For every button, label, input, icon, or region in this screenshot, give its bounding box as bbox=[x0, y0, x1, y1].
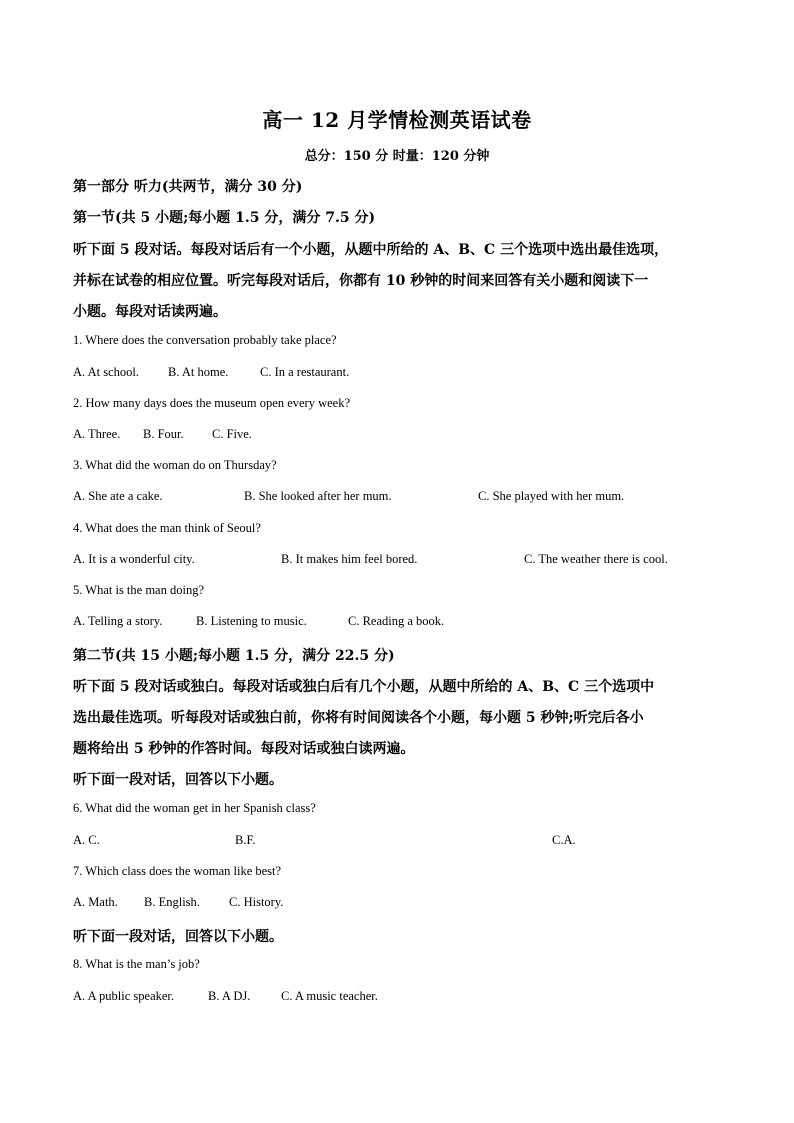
option-b: B. Four. bbox=[143, 427, 184, 441]
option-b: B. It makes him feel bored. bbox=[281, 552, 418, 566]
option-a: A. At school. bbox=[73, 365, 139, 379]
option-b: B.F. bbox=[235, 833, 256, 847]
score-time-info: 总分：150 分 时量：120 分钟 bbox=[304, 149, 490, 164]
option-a: A. A public speaker. bbox=[73, 989, 175, 1003]
option-c: C. The weather there is cool. bbox=[524, 552, 668, 566]
option-a: A. C. bbox=[73, 833, 100, 847]
dialogue-prompt: 听下面一段对话，回答以下小题。 bbox=[73, 929, 283, 945]
dialogue-prompt: 听下面一段对话，回答以下小题。 bbox=[73, 772, 283, 788]
option-b: B. English. bbox=[144, 895, 200, 909]
question-stem: 6. What did the woman get in her Spanish class? bbox=[73, 801, 316, 815]
option-b: B. Listening to music. bbox=[196, 614, 307, 628]
section2-instruction-line: 听下面 5 段对话或独白。每段对话或独白后有几个小题，从题中所给的 A、B、C 三个选项中 bbox=[73, 679, 655, 695]
option-c: C. Reading a book. bbox=[348, 614, 445, 628]
question-stem: 4. What does the man think of Seoul? bbox=[73, 521, 261, 535]
section2-heading: 第二节(共 15 小题;每小题 1.5 分，满分 22.5 分) bbox=[73, 648, 395, 664]
option-b: B. At home. bbox=[168, 365, 229, 379]
section1-instruction-line: 小题。每段对话读两遍。 bbox=[73, 304, 227, 320]
question-stem: 2. How many days does the museum open every week? bbox=[73, 396, 351, 410]
section1-heading: 第一节(共 5 小题;每小题 1.5 分，满分 7.5 分) bbox=[73, 210, 376, 226]
option-c: C. She played with her mum. bbox=[478, 489, 625, 503]
question-stem: 3. What did the woman do on Thursday? bbox=[73, 458, 277, 472]
question-stem: 8. What is the man’s job? bbox=[73, 957, 200, 971]
option-c: C. In a restaurant. bbox=[260, 365, 350, 379]
option-b: B. A DJ. bbox=[208, 989, 251, 1003]
option-b: B. She looked after her mum. bbox=[244, 489, 392, 503]
question-stem: 1. Where does the conversation probably take place? bbox=[73, 333, 337, 347]
option-c: C. Five. bbox=[212, 427, 252, 441]
option-a: A. It is a wonderful city. bbox=[73, 552, 195, 566]
option-c: C. A music teacher. bbox=[281, 989, 378, 1003]
option-a: A. Math. bbox=[73, 895, 118, 909]
section1-instruction-line: 听下面 5 段对话。每段对话后有一个小题，从题中所给的 A、B、C 三个选项中选出最佳选项， bbox=[73, 242, 669, 258]
option-c: C.A. bbox=[552, 833, 576, 847]
option-a: A. Three. bbox=[73, 427, 121, 441]
option-c: C. History. bbox=[229, 895, 284, 909]
question-stem: 7. Which class does the woman like best? bbox=[73, 864, 282, 878]
section1-instruction-line: 并标在试卷的相应位置。听完每段对话后，你都有 10 秒钟的时间来回答有关小题和阅读下一 bbox=[73, 273, 649, 289]
section2-instruction-line: 题将给出 5 秒钟的作答时间。每段对话或独白读两遍。 bbox=[73, 741, 415, 757]
option-a: A. Telling a story. bbox=[73, 614, 163, 628]
option-a: A. She ate a cake. bbox=[73, 489, 163, 503]
question-stem: 5. What is the man doing? bbox=[73, 583, 204, 597]
section2-instruction-line: 选出最佳选项。听每段对话或独白前，你将有时间阅读各个小题，每小题 5 秒钟;听完后各小 bbox=[73, 710, 644, 726]
page-title: 高一 12 月学情检测英语试卷 bbox=[262, 108, 532, 132]
part1-heading: 第一部分 听力(共两节，满分 30 分) bbox=[73, 179, 303, 195]
